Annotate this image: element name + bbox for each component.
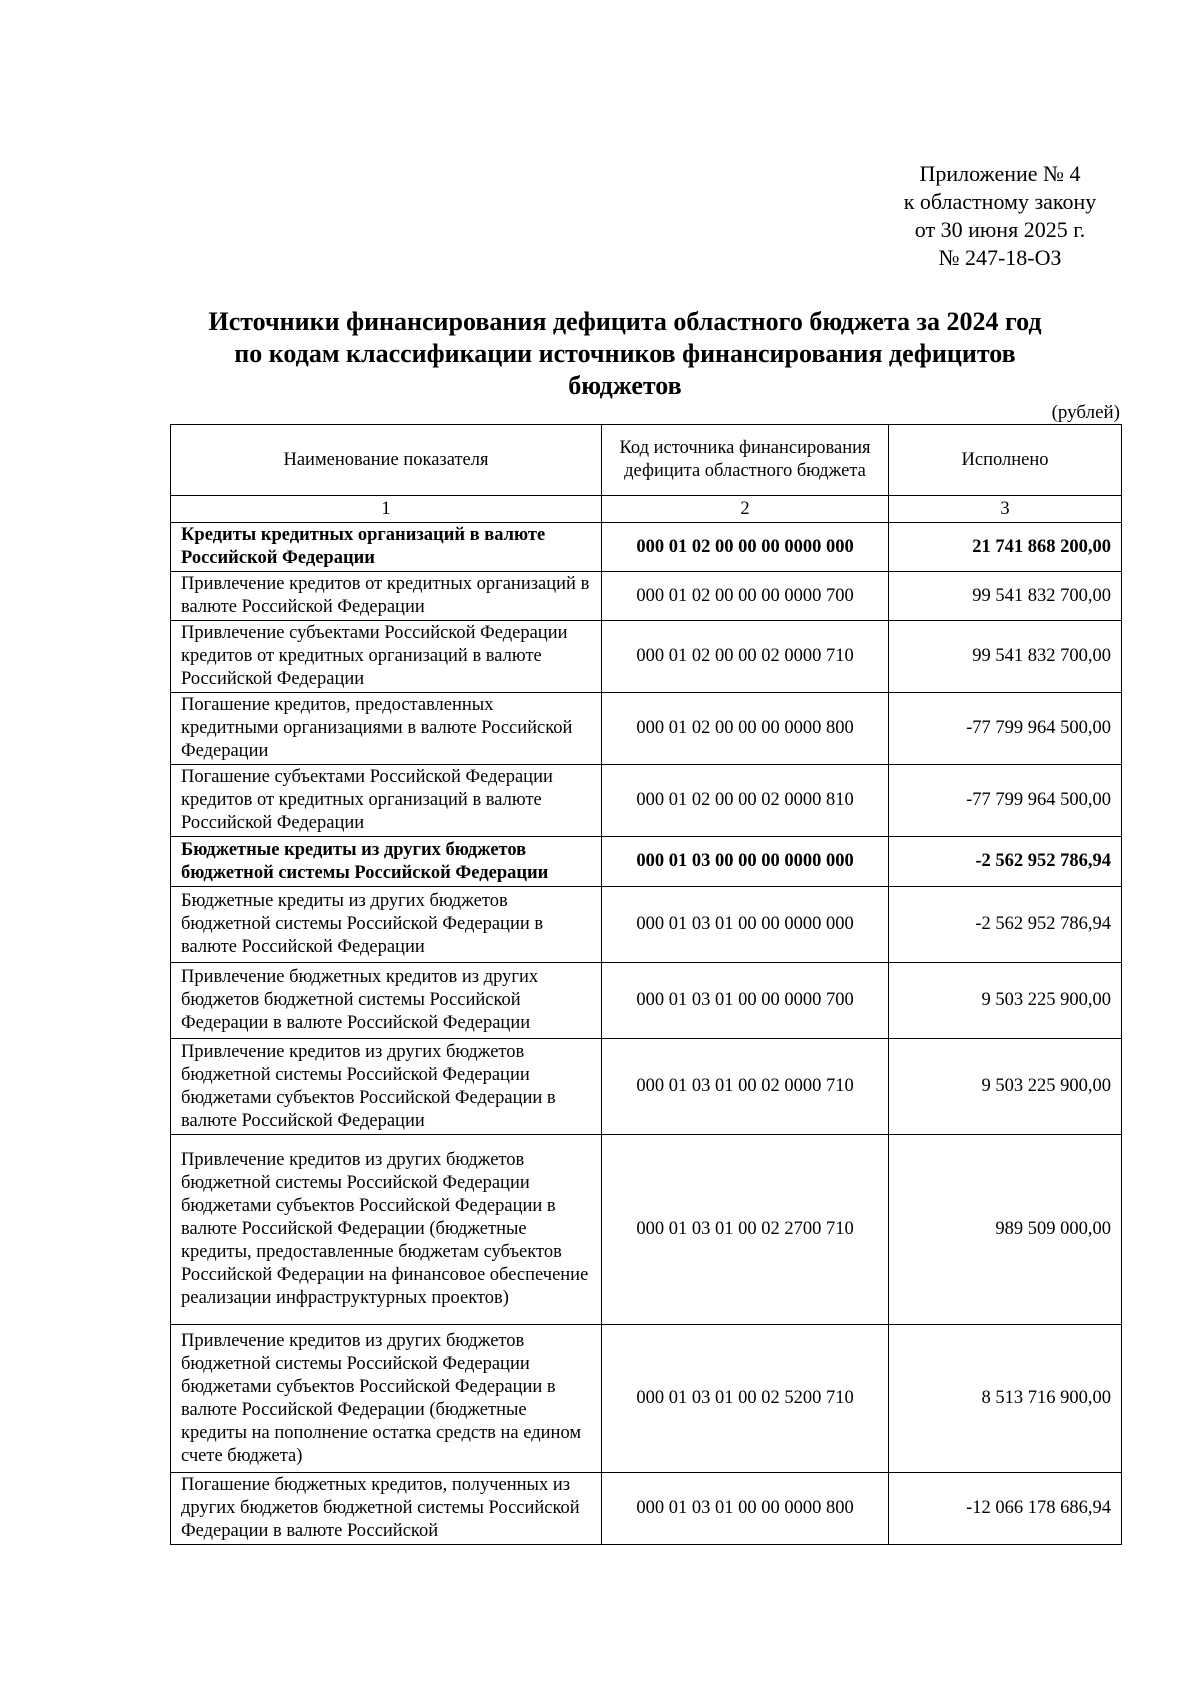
title-line-3: бюджетов [568, 371, 682, 400]
row-value: 99 541 832 700,00 [889, 572, 1122, 621]
appendix-reference [880, 160, 1120, 272]
row-name: Бюджетные кредиты из других бюджетов бюджетной системы Российской Федерации в валюте Российской Федерации [171, 887, 602, 963]
header-source-code: Код источника финансирования дефицита областного бюджета [602, 425, 889, 496]
row-name: Привлечение субъектами Российской Федерации кредитов от кредитных организаций в валюте Российской Федерации [171, 621, 602, 693]
row-value: -77 799 964 500,00 [889, 693, 1122, 765]
row-value: -2 562 952 786,94 [889, 837, 1122, 887]
table-header-row [171, 425, 1122, 496]
header-executed: Исполнено [889, 425, 1122, 496]
row-name: Погашение бюджетных кредитов, полученных из других бюджетов бюджетной системы Российской Федерации в валюте Российской [171, 1473, 602, 1545]
row-name: Привлечение бюджетных кредитов из других бюджетов бюджетной системы Российской Федерации в валюте Российской Федерации [171, 963, 602, 1039]
table-row [171, 621, 1122, 693]
row-value: -77 799 964 500,00 [889, 765, 1122, 837]
table-row [171, 693, 1122, 765]
column-number: 3 [889, 496, 1122, 523]
header-indicator-name: Наименование показателя [171, 425, 602, 496]
row-code: 000 01 03 01 00 00 0000 000 [602, 887, 889, 963]
row-name: Погашение субъектами Российской Федерации кредитов от кредитных организаций в валюте Российской Федерации [171, 765, 602, 837]
table-row [171, 1039, 1122, 1135]
appendix-number: Приложение № 4 [919, 161, 1081, 186]
table-row [171, 1325, 1122, 1473]
units-note: (рублей) [1051, 402, 1120, 423]
table-row [171, 1135, 1122, 1325]
table-row [171, 963, 1122, 1039]
row-code: 000 01 02 00 00 00 0000 700 [602, 572, 889, 621]
column-numbers-row [171, 496, 1122, 523]
title-line-2: по кодам классификации источников финансирования дефицитов [234, 339, 1016, 368]
appendix-law-date: от 30 июня 2025 г. [914, 217, 1086, 242]
row-name: Погашение кредитов, предоставленных кредитными организациями в валюте Российской Федерации [171, 693, 602, 765]
title-line-1: Источники финансирования дефицита областного бюджета за 2024 год [208, 307, 1042, 336]
row-code: 000 01 03 01 00 00 0000 800 [602, 1473, 889, 1545]
table-row [171, 887, 1122, 963]
row-code: 000 01 03 01 00 02 2700 710 [602, 1135, 889, 1325]
row-code: 000 01 02 00 00 02 0000 710 [602, 621, 889, 693]
column-number: 2 [602, 496, 889, 523]
table-row [171, 1473, 1122, 1545]
row-value: 21 741 868 200,00 [889, 523, 1122, 572]
table-row [171, 523, 1122, 572]
appendix-law-number: № 247-18-ОЗ [938, 245, 1062, 270]
document-title [130, 306, 1120, 402]
row-name: Привлечение кредитов из других бюджетов бюджетной системы Российской Федерации бюджетами субъектов Российской Федерации в валюте Российской Федерации (бюджетные кредиты, предоставленные бюджетам субъектов Российской Федерации на финансовое обеспечение реализации инфраструктурных проектов) [171, 1135, 602, 1325]
row-code: 000 01 03 00 00 00 0000 000 [602, 837, 889, 887]
row-code: 000 01 03 01 00 02 5200 710 [602, 1325, 889, 1473]
row-code: 000 01 02 00 00 00 0000 800 [602, 693, 889, 765]
row-value: -12 066 178 686,94 [889, 1473, 1122, 1545]
row-value: 99 541 832 700,00 [889, 621, 1122, 693]
deficit-sources-table [170, 424, 1122, 1545]
row-name: Привлечение кредитов из других бюджетов бюджетной системы Российской Федерации бюджетами субъектов Российской Федерации в валюте Российской Федерации (бюджетные кредиты на пополнение остатка средств на едином счете бюджета) [171, 1325, 602, 1473]
row-value: 8 513 716 900,00 [889, 1325, 1122, 1473]
row-code: 000 01 02 00 00 00 0000 000 [602, 523, 889, 572]
row-code: 000 01 02 00 00 02 0000 810 [602, 765, 889, 837]
row-code: 000 01 03 01 00 02 0000 710 [602, 1039, 889, 1135]
row-value: 9 503 225 900,00 [889, 963, 1122, 1039]
row-value: 9 503 225 900,00 [889, 1039, 1122, 1135]
table-row [171, 765, 1122, 837]
row-name: Бюджетные кредиты из других бюджетов бюджетной системы Российской Федерации [171, 837, 602, 887]
table-row [171, 572, 1122, 621]
table-row [171, 837, 1122, 887]
row-name: Привлечение кредитов из других бюджетов бюджетной системы Российской Федерации бюджетами субъектов Российской Федерации в валюте Российской Федерации [171, 1039, 602, 1135]
row-name: Кредиты кредитных организаций в валюте Российской Федерации [171, 523, 602, 572]
column-number: 1 [171, 496, 602, 523]
row-name: Привлечение кредитов от кредитных организаций в валюте Российской Федерации [171, 572, 602, 621]
appendix-law-type: к областному закону [903, 189, 1097, 214]
row-value: 989 509 000,00 [889, 1135, 1122, 1325]
row-value: -2 562 952 786,94 [889, 887, 1122, 963]
row-code: 000 01 03 01 00 00 0000 700 [602, 963, 889, 1039]
